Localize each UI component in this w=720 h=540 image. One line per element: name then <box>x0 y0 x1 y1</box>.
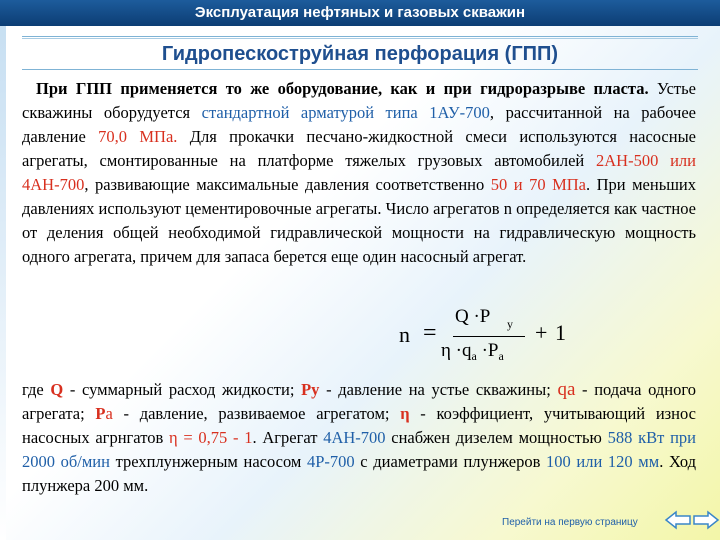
symbol-q: Q <box>50 380 64 399</box>
text-segment: с диаметрами плунжеров <box>354 452 547 471</box>
left-accent-bar <box>0 22 6 540</box>
highlight-pressure: 70,0 МПа. <box>98 127 178 146</box>
text-segment: , развивающие максимальные давления соответственно <box>84 175 491 194</box>
highlight-power: 588 кВт при 2000 об/мин <box>22 428 696 471</box>
formula-one: 1 <box>555 320 566 345</box>
arrow-right-icon[interactable] <box>690 510 720 530</box>
text-segment: - суммарный расход жидкости; <box>63 380 302 399</box>
text-segment: где <box>22 380 51 399</box>
text-segment: . При меньших давлениях используют цементировочные агрегаты. Число агрегатов n определяется как частное от деления общей необходимой гидравлической мощности на гидравлическую мощность одного агрегата, причем для запаса берется еще один насосный агрегат. <box>22 175 697 266</box>
formula-denominator <box>441 340 504 364</box>
text-segment: - коэффициент, учитывающий износ насосных агрнгатов <box>22 404 696 447</box>
text-segment: Для прокачки песчано-жидкостной смеси используются насосные агрегаты, смонтированные на платформе тяжелых грузовых автомобилей <box>22 127 696 170</box>
symbol-pa-sub: а <box>105 404 113 423</box>
symbol-qa: qа <box>557 379 576 400</box>
divider-top <box>22 36 698 37</box>
formula-unit-count <box>395 306 585 368</box>
highlight-eta-value: η = 0,75 - 1 <box>168 428 253 447</box>
highlight-wellhead: стандартной арматурой типа 1АУ-700 <box>201 103 490 122</box>
text-segment: . Ход плунжера 200 мм. <box>22 452 696 495</box>
text-segment: . Агрегат <box>252 428 324 447</box>
highlight-pump-units: 2АН-500 или 4АН-700 <box>22 151 696 194</box>
symbol-pa: Р <box>95 404 106 423</box>
formula-den-sub2: а <box>498 349 504 363</box>
formula-den-sub1: а <box>471 349 477 363</box>
symbol-py: Ру <box>301 380 320 399</box>
formula-den-part: η ·q <box>441 340 472 361</box>
header-bar <box>0 0 720 26</box>
formula-numerator: Q ·P <box>455 306 491 327</box>
formula-den-mid: ·P <box>476 340 499 361</box>
highlight-plunger-diameter: 100 или 120 мм <box>546 452 660 471</box>
paragraph-definitions <box>22 378 696 498</box>
formula-lhs: n <box>399 322 410 347</box>
divider-title <box>22 69 698 70</box>
text-segment: трехплунжерным насосом <box>109 452 307 471</box>
highlight-max-pressures: 50 и 70 МПа <box>490 175 586 194</box>
slide-title: Гидропескоструйная перфорация (ГПП) <box>161 43 559 65</box>
highlight-unit-model: 4АН-700 <box>323 428 386 447</box>
text-segment: - давление на устье скважины; <box>319 380 558 399</box>
formula-numerator-sub: у <box>507 317 513 331</box>
header-title: Эксплуатация нефтяных и газовых скважин <box>194 4 526 21</box>
paragraph-equipment <box>22 77 696 269</box>
formula-fraction-line <box>453 336 525 337</box>
text-segment: - давление, развиваемое агрегатом; <box>112 404 401 423</box>
text-segment: При ГПП применяется то же оборудование, как и при гидроразрыве пласта. <box>36 79 649 98</box>
text-segment: , рассчитанной на рабочее давление <box>22 103 696 146</box>
highlight-pump-model: 4Р-700 <box>306 452 355 471</box>
symbol-eta: η <box>400 404 410 423</box>
text-segment: - подача одного агрегата; <box>22 380 696 423</box>
formula-equals: = <box>423 320 437 346</box>
formula-plus: + <box>535 320 548 345</box>
text-segment: снабжен дизелем мощностью <box>385 428 608 447</box>
first-page-link[interactable]: Перейти на первую страницу <box>502 517 638 528</box>
text-segment: Устье скважины оборудуется <box>22 79 696 122</box>
